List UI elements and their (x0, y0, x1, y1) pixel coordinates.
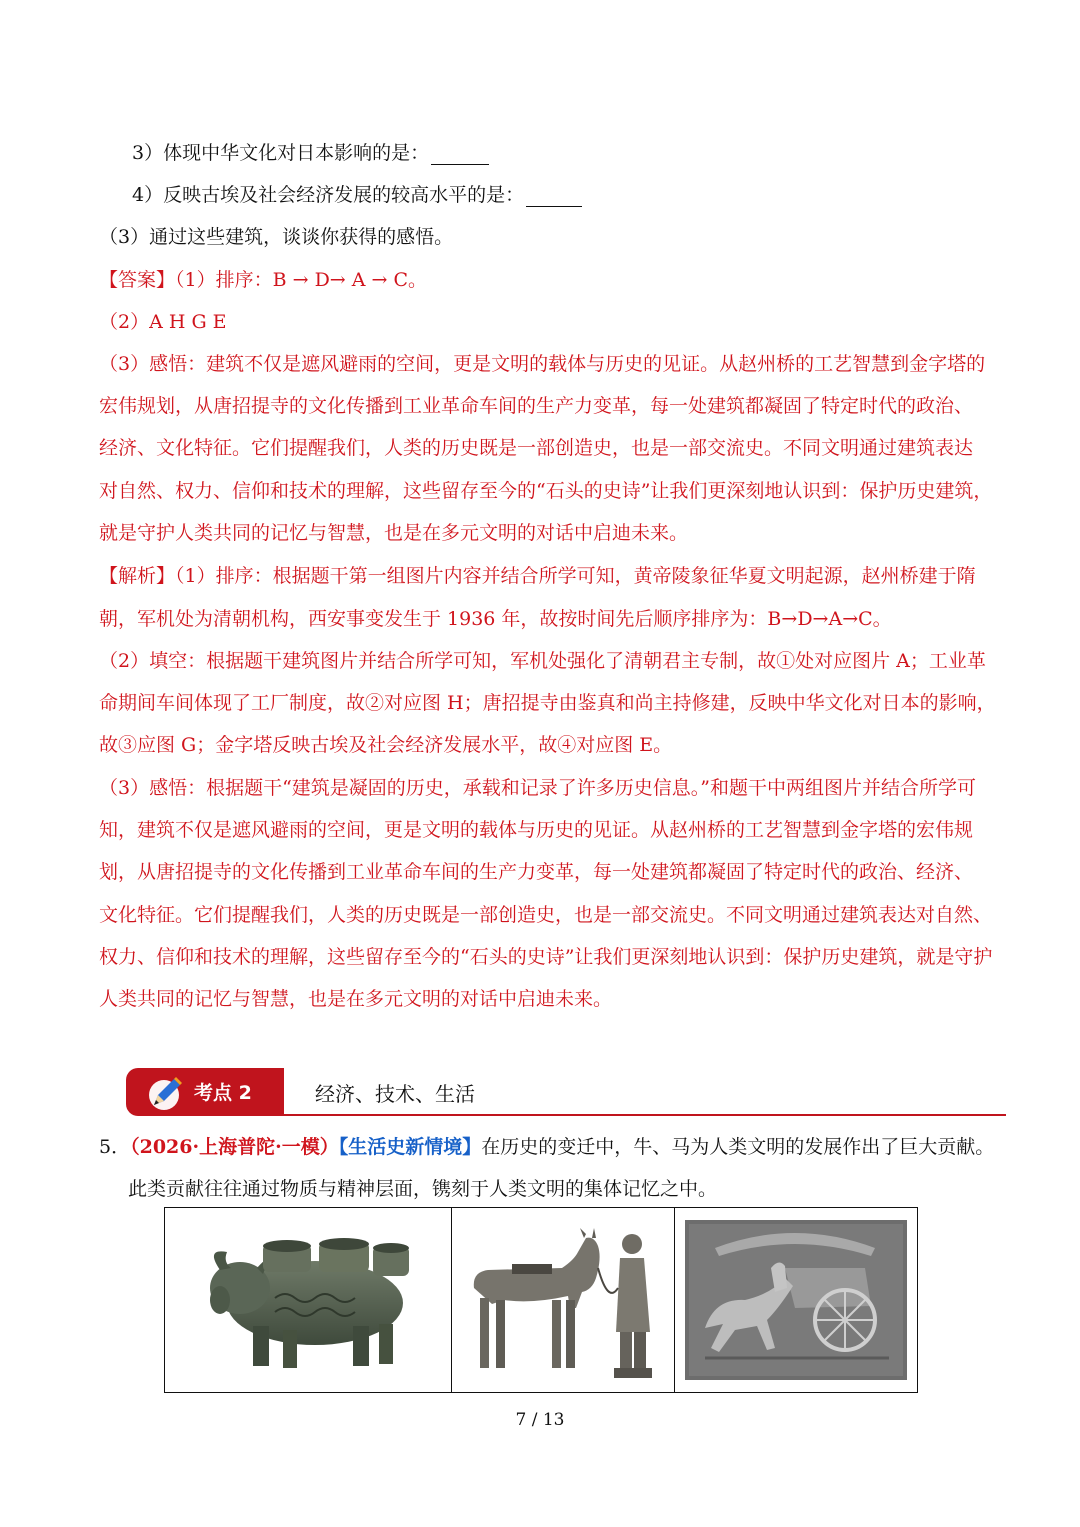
question-source: （2026·上海普陀·一模） (130, 1136, 339, 1158)
answer-line-7: 就是守护人类共同的记忆与智慧，也是在多元文明的对话中启迪未来。 (99, 522, 689, 544)
analysis-line-7: 知，建筑不仅是遮风避雨的空间，更是文明的载体与历史的见证。从赵州桥的工艺智慧到金字塔的宏伟规 (99, 819, 974, 841)
pencil-icon (146, 1073, 186, 1113)
answer-blank (526, 186, 582, 207)
section-title: 经济、技术、生活 (315, 1082, 475, 1106)
analysis-line-8: 划，从唐招提寺的文化传播到工业革命车间的生产力变革，每一处建筑都凝固了特定时代的政治、经济、 (99, 861, 974, 883)
analysis-line-11: 人类共同的记忆与智慧，也是在多元文明的对话中启迪未来。 (99, 988, 613, 1010)
section-label: 考点 2 (194, 1082, 252, 1104)
answer-tag: 【答案】 (99, 269, 176, 291)
answer-line-2: （2）A H G E (99, 311, 227, 333)
analysis-line-3: （2）填空：根据题干建筑图片并结合所学可知，军机处强化了清朝君主专制，故①处对应图片 A；工业革 (99, 650, 986, 672)
answer-line-4: 宏伟规划，从唐招提寺的文化传播到工业革命车间的生产力变革，每一处建筑都凝固了特定时代的政治、 (99, 395, 974, 417)
question-5-stem: 5．（2026·上海普陀·一模）【生活史新情境】在历史的变迁中，牛、马为人类文明的发展作出了巨大贡献。 (99, 1136, 995, 1158)
page-number: 7 / 13 (515, 1410, 565, 1430)
analysis-line-5: 故③应图 G；金字塔反映古埃及社会经济发展水平，故④对应图 E。 (99, 734, 673, 756)
answer-line-6: 对自然、权力、信仰和技术的理解，这些留存至今的“石头的史诗”让我们更深刻地认识到：保护历史建筑， (99, 480, 993, 502)
analysis-line-1: 【解析】（1）排序：根据题干第一组图片内容并结合所学可知，黄帝陵象征华夏文明起源，赵州桥建于隋 (99, 565, 976, 587)
answer-blank (431, 144, 489, 165)
analysis-line-2: 朝，军机处为清朝机构，西安事变发生于 1936 年，故按时间先后顺序排序为：B→D→A→C。 (99, 608, 892, 630)
question-3-4-item-3: 3）体现中华文化对日本影响的是： (132, 132, 1022, 174)
analysis-line-4: 命期间车间体现了工厂制度，故②对应图 H；唐招提寺由鉴真和尚主持修建，反映中华文化对日本的影响， (99, 692, 996, 714)
question-5-stem-cont: 此类贡献往往通过物质与精神层面，镌刻于人类文明的集体记忆之中。 (128, 1178, 718, 1200)
image-chariot-relief (675, 1208, 917, 1392)
section-banner (126, 1068, 1006, 1118)
image-bronze-ox-vessel (165, 1208, 452, 1392)
image-terracotta-horse-and-figure (452, 1208, 675, 1392)
question-number: 5． (99, 1136, 131, 1158)
question-3-3: （3）通过这些建筑，谈谈你获得的感悟。 (99, 226, 454, 248)
answer-line-3: （3）感悟：建筑不仅是遮风避雨的空间，更是文明的载体与历史的见证。从赵州桥的工艺智慧到金字塔的 (99, 353, 986, 375)
answer-line-1: 【答案】（1）排序：B → D→ A → C。 (99, 269, 428, 291)
analysis-line-10: 权力、信仰和技术的理解，这些留存至今的“石头的史诗”让我们更深刻地认识到：保护历史建筑，就是守护 (99, 946, 993, 968)
question-context-tag: 【生活史新情境】 (338, 1136, 482, 1158)
question-3-4-item-4: 4）反映古埃及社会经济发展的较高水平的是： (132, 174, 1022, 216)
section-rule (284, 1114, 1006, 1116)
analysis-line-9: 文化特征。它们提醒我们，人类的历史既是一部创造史，也是一部交流史。不同文明通过建筑表达对自然、 (99, 904, 993, 926)
analysis-line-6: （3）感悟：根据题干“建筑是凝固的历史，承载和记录了许多历史信息。”和题干中两组图片并结合所学可 (99, 777, 977, 799)
image-table (164, 1207, 918, 1393)
answer-line-5: 经济、文化特征。它们提醒我们，人类的历史既是一部创造史，也是一部交流史。不同文明通过建筑表达 (99, 437, 974, 459)
analysis-tag: 【解析】 (99, 565, 176, 587)
